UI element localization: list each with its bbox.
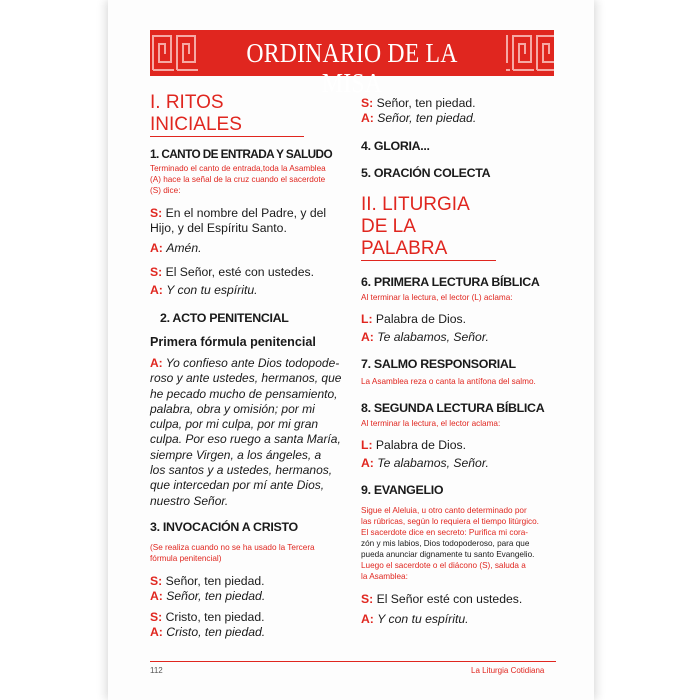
heading-oracion-colecta: 5. ORACIÓN COLECTA <box>361 166 491 180</box>
page-number: 112 <box>150 666 163 675</box>
heading-segunda-lectura: 8. SEGUNDA LECTURA BÍBLICA <box>361 401 545 415</box>
speaker-label: S: <box>361 96 374 110</box>
text: Te alabamos, Señor. <box>377 330 489 344</box>
text: Palabra de Dios. <box>375 438 467 452</box>
section-title-line1: II. LITURGIA <box>361 194 470 215</box>
rubric-salmo: La Asamblea reza o canta la antífona del salmo. <box>361 377 536 386</box>
footer-divider <box>150 661 556 662</box>
speaker-label: A: <box>361 330 374 344</box>
section-heading-liturgia <box>361 194 496 261</box>
text: Amén. <box>166 241 202 255</box>
text: Te alabamos, Señor. <box>377 456 489 470</box>
speaker-label: L: <box>361 312 373 326</box>
text: Y con tu espíritu. <box>166 283 258 297</box>
rubric-canto <box>150 163 352 196</box>
text: Señor, ten piedad. <box>166 588 266 603</box>
rubric-line: (A) hace la señal de la cruz cuando el sacerdote <box>150 175 326 184</box>
dialogue-s5 <box>150 610 352 625</box>
text: roso y ante ustedes, hermanos, que <box>150 371 342 386</box>
text: Señor, ten piedad. <box>165 573 265 588</box>
dialogue-a8 <box>361 456 561 471</box>
text: Señor, ten piedad. <box>376 96 476 110</box>
dialogue-a5 <box>150 625 352 640</box>
speaker-label: S: <box>150 265 163 279</box>
dialogue-s4 <box>150 574 352 589</box>
text: En el nombre del Padre, y del <box>165 206 327 220</box>
text: nuestro Señor. <box>150 493 229 508</box>
rubric-line: (S) dice: <box>150 186 181 195</box>
dialogue-a1 <box>150 241 352 256</box>
dialogue-a4 <box>150 589 352 604</box>
speaker-label: L: <box>361 438 373 452</box>
rubric-line: la Asamblea: <box>361 572 408 581</box>
rubric-evangelio <box>361 505 561 582</box>
text: Señor, ten piedad. <box>377 111 477 125</box>
dialogue-l1 <box>361 312 561 327</box>
text: que intercedan por mí ante Dios, <box>150 478 325 493</box>
text: Palabra de Dios. <box>375 312 467 326</box>
text: El Señor, esté con ustedes. <box>165 265 314 279</box>
rubric-line: zón y mis labios, Dios todopoderoso, para que <box>361 539 530 548</box>
rubric-line: fórmula penitencial) <box>150 553 222 563</box>
rubric-segunda-lectura: Al terminar la lectura, el lector aclama: <box>361 419 501 428</box>
heading-evangelio: 9. EVANGELIO <box>361 483 444 497</box>
dialogue-s9 <box>361 592 561 607</box>
dialogue-s1 <box>150 206 352 236</box>
rubric-line: El sacerdote dice en secreto: Purifica mi cora- <box>361 528 529 537</box>
speaker-label: A: <box>361 612 374 626</box>
text: siempre Virgen, a los ángeles, a <box>150 447 322 462</box>
heading-acto-penitencial: 2. ACTO PENITENCIAL <box>160 311 289 325</box>
dialogue-a7 <box>361 330 561 345</box>
text: culpa, por mi culpa, por mi gran <box>150 417 319 432</box>
heading-invocacion: 3. INVOCACIÓN A CRISTO <box>150 519 298 534</box>
text: culpa. Por eso ruego a santa María, <box>150 432 341 447</box>
speaker-label: S: <box>150 206 163 220</box>
dialogue-a9 <box>361 612 561 627</box>
speaker-label: S: <box>150 573 163 588</box>
book-title: La Liturgia Cotidiana <box>471 666 545 675</box>
rubric-line: Sigue el Aleluia, u otro canto determinado por <box>361 506 527 515</box>
left-column <box>150 92 352 640</box>
rubric-line: las rúbricas, según lo requiera el tiempo litúrgico. <box>361 517 539 526</box>
speaker-label: S: <box>361 592 374 606</box>
speaker-label: S: <box>150 609 163 624</box>
heading-canto-entrada: 1. CANTO DE ENTRADA Y SALUDO <box>150 147 333 161</box>
text: Cristo, ten piedad. <box>165 609 265 624</box>
section-title-line2: DE LA PALABRA <box>361 216 448 259</box>
rubric-line: Terminado el canto de entrada,toda la Asamblea <box>150 164 326 173</box>
heading-salmo: 7. SALMO RESPONSORIAL <box>361 357 516 371</box>
rubric-line: Luego el sacerdote o el diácono (S), saluda a <box>361 561 526 570</box>
dialogue-a2 <box>150 283 352 298</box>
page-title: ORDINARIO DE LA MISA <box>246 38 458 98</box>
rubric-line: (Se realiza cuando no se ha usado la Tercera <box>150 542 315 552</box>
text: Yo confieso ante Dios todopode- <box>165 356 340 370</box>
rubric-invocacion <box>150 542 352 564</box>
speaker-label: A: <box>150 588 163 603</box>
confiteor <box>150 356 352 509</box>
text: he pecado mucho de pensamiento, <box>150 386 338 401</box>
text: Cristo, ten piedad. <box>166 624 266 639</box>
speaker-label: A: <box>150 356 163 370</box>
right-column <box>361 96 561 627</box>
text: El Señor esté con ustedes. <box>376 592 523 606</box>
rubric-line: pueda anunciar dignamente tu santo Evangelio. <box>361 550 535 559</box>
rubric-primera-lectura: Al terminar la lectura, el lector (L) aclama: <box>361 293 513 302</box>
text: Hijo, y del Espíritu Santo. <box>150 221 287 235</box>
speaker-label: A: <box>361 456 374 470</box>
text: Y con tu espíritu. <box>377 612 469 626</box>
dialogue-s2 <box>150 265 352 280</box>
speaker-label: A: <box>150 624 163 639</box>
speaker-label: A: <box>150 283 163 297</box>
text: palabra, obra y omisión; por mi <box>150 401 315 416</box>
text: los santos y a ustedes, hermanos, <box>150 463 333 478</box>
section-title: I. RITOS INICIALES <box>150 92 242 135</box>
section-heading-ritos <box>150 92 304 137</box>
dialogue-l2 <box>361 438 561 453</box>
heading-primera-formula: Primera fórmula penitencial <box>150 335 316 349</box>
heading-primera-lectura: 6. PRIMERA LECTURA BÍBLICA <box>361 275 540 289</box>
speaker-label: A: <box>361 111 374 125</box>
speaker-label: A: <box>150 241 163 255</box>
title-banner <box>150 30 554 98</box>
dialogue-a6 <box>361 111 561 126</box>
dialogue-s6 <box>361 96 561 111</box>
heading-gloria: 4. GLORIA... <box>361 139 430 153</box>
